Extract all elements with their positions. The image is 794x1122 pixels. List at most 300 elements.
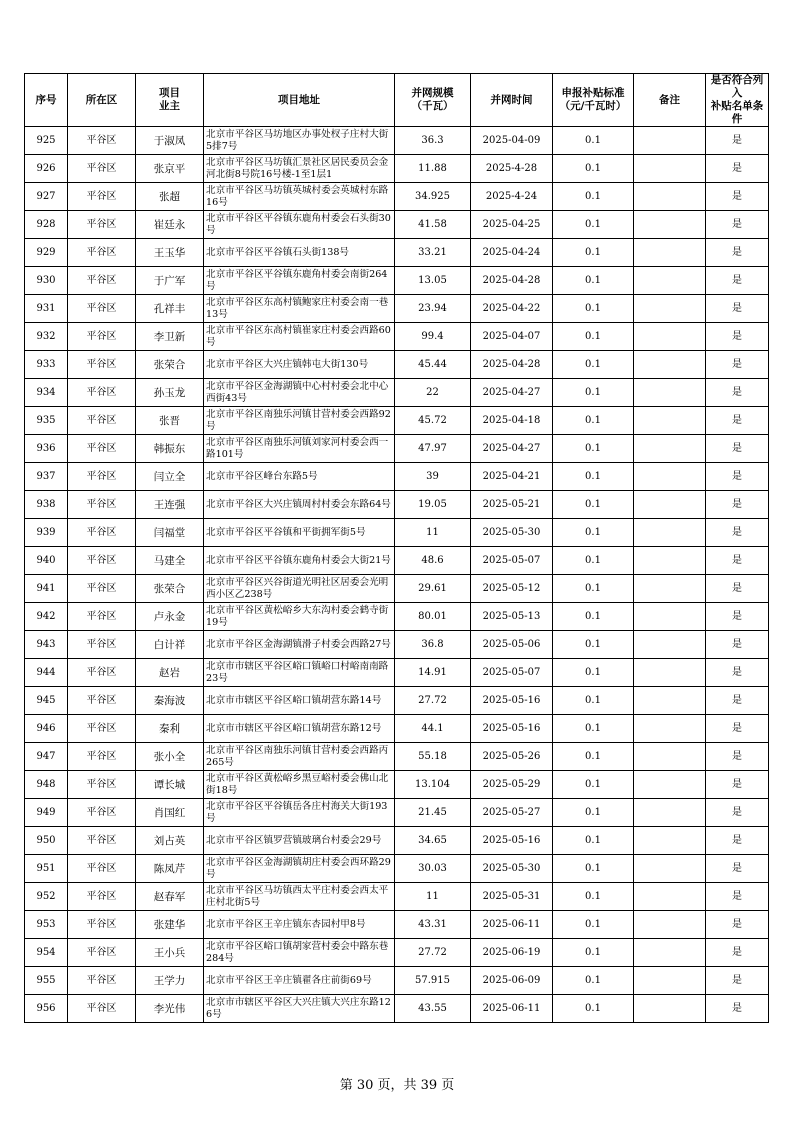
cell-remark (634, 827, 706, 855)
cell-seq: 945 (25, 687, 68, 715)
cell-capacity: 34.925 (395, 183, 471, 211)
cell-owner: 秦利 (136, 715, 204, 743)
cell-seq: 941 (25, 575, 68, 603)
table-row (25, 407, 769, 435)
cell-district: 平谷区 (68, 127, 136, 155)
table-row (25, 323, 769, 351)
table-row (25, 939, 769, 967)
cell-standard: 0.1 (553, 491, 634, 519)
cell-remark (634, 575, 706, 603)
cell-address: 北京市平谷区大兴庄镇韩屯大街130号 (204, 351, 395, 379)
cell-remark (634, 407, 706, 435)
cell-remark (634, 463, 706, 491)
cell-standard: 0.1 (553, 435, 634, 463)
table-row (25, 379, 769, 407)
cell-date: 2025-06-11 (471, 911, 553, 939)
cell-capacity: 13.05 (395, 267, 471, 295)
cell-owner: 张晋 (136, 407, 204, 435)
cell-address: 北京市平谷区马坊地区办事处杈子庄村大街5排7号 (204, 127, 395, 155)
cell-date: 2025-4-24 (471, 183, 553, 211)
cell-seq: 952 (25, 883, 68, 911)
cell-eligible: 是 (706, 127, 769, 155)
cell-eligible: 是 (706, 799, 769, 827)
cell-eligible: 是 (706, 575, 769, 603)
cell-address: 北京市平谷区王辛庄镇翟各庄前街69号 (204, 967, 395, 995)
cell-standard: 0.1 (553, 323, 634, 351)
header-date: 并网时间 (471, 74, 553, 127)
cell-standard: 0.1 (553, 183, 634, 211)
cell-seq: 943 (25, 631, 68, 659)
cell-date: 2025-05-16 (471, 687, 553, 715)
cell-eligible: 是 (706, 155, 769, 183)
cell-remark (634, 603, 706, 631)
cell-owner: 肖国红 (136, 799, 204, 827)
cell-date: 2025-05-31 (471, 883, 553, 911)
cell-seq: 951 (25, 855, 68, 883)
cell-owner: 孙玉龙 (136, 379, 204, 407)
cell-address: 北京市平谷区平谷镇东鹿角村委会石头街30号 (204, 211, 395, 239)
cell-remark (634, 323, 706, 351)
cell-seq: 926 (25, 155, 68, 183)
cell-eligible: 是 (706, 295, 769, 323)
cell-remark (634, 659, 706, 687)
cell-district: 平谷区 (68, 351, 136, 379)
cell-address: 北京市市辖区平谷区大兴庄镇大兴庄东路126号 (204, 995, 395, 1023)
table-row (25, 575, 769, 603)
cell-standard: 0.1 (553, 995, 634, 1023)
cell-district: 平谷区 (68, 267, 136, 295)
table-row (25, 155, 769, 183)
cell-owner: 赵岩 (136, 659, 204, 687)
cell-remark (634, 295, 706, 323)
cell-eligible: 是 (706, 211, 769, 239)
cell-owner: 李光伟 (136, 995, 204, 1023)
cell-capacity: 34.65 (395, 827, 471, 855)
cell-district: 平谷区 (68, 463, 136, 491)
cell-address: 北京市平谷区平谷镇石头街138号 (204, 239, 395, 267)
cell-remark (634, 519, 706, 547)
cell-capacity: 27.72 (395, 939, 471, 967)
cell-standard: 0.1 (553, 519, 634, 547)
cell-remark (634, 491, 706, 519)
cell-seq: 930 (25, 267, 68, 295)
cell-remark (634, 547, 706, 575)
cell-district: 平谷区 (68, 519, 136, 547)
cell-district: 平谷区 (68, 771, 136, 799)
cell-date: 2025-04-22 (471, 295, 553, 323)
cell-eligible: 是 (706, 267, 769, 295)
cell-district: 平谷区 (68, 547, 136, 575)
cell-eligible: 是 (706, 239, 769, 267)
cell-remark (634, 267, 706, 295)
cell-seq: 928 (25, 211, 68, 239)
cell-owner: 王玉华 (136, 239, 204, 267)
cell-owner: 张荣合 (136, 351, 204, 379)
cell-remark (634, 351, 706, 379)
cell-date: 2025-05-06 (471, 631, 553, 659)
cell-owner: 陈凤芹 (136, 855, 204, 883)
cell-capacity: 19.05 (395, 491, 471, 519)
header-capacity: 并网规模 （千瓦） (395, 74, 471, 127)
cell-seq: 950 (25, 827, 68, 855)
cell-seq: 956 (25, 995, 68, 1023)
table-row (25, 491, 769, 519)
cell-date: 2025-05-30 (471, 855, 553, 883)
cell-district: 平谷区 (68, 183, 136, 211)
cell-seq: 932 (25, 323, 68, 351)
cell-standard: 0.1 (553, 687, 634, 715)
cell-address: 北京市平谷区金海湖镇胡庄村委会西环路29号 (204, 855, 395, 883)
cell-eligible: 是 (706, 771, 769, 799)
cell-remark (634, 771, 706, 799)
table-row (25, 435, 769, 463)
cell-standard: 0.1 (553, 155, 634, 183)
cell-capacity: 33.21 (395, 239, 471, 267)
cell-owner: 王小兵 (136, 939, 204, 967)
table-row (25, 351, 769, 379)
cell-date: 2025-04-21 (471, 463, 553, 491)
table-row (25, 603, 769, 631)
cell-capacity: 43.55 (395, 995, 471, 1023)
cell-capacity: 57.915 (395, 967, 471, 995)
cell-remark (634, 799, 706, 827)
cell-owner: 张小全 (136, 743, 204, 771)
cell-standard: 0.1 (553, 127, 634, 155)
cell-address: 北京市平谷区镇罗营镇玻璃台村委会29号 (204, 827, 395, 855)
cell-eligible: 是 (706, 687, 769, 715)
table-row (25, 771, 769, 799)
cell-date: 2025-05-30 (471, 519, 553, 547)
cell-remark (634, 967, 706, 995)
cell-eligible: 是 (706, 827, 769, 855)
cell-capacity: 13.104 (395, 771, 471, 799)
cell-owner: 王连强 (136, 491, 204, 519)
cell-address: 北京市平谷区王辛庄镇东杏园村甲8号 (204, 911, 395, 939)
cell-eligible: 是 (706, 631, 769, 659)
cell-seq: 942 (25, 603, 68, 631)
cell-address: 北京市平谷区平谷镇和平街拥军街5号 (204, 519, 395, 547)
cell-district: 平谷区 (68, 967, 136, 995)
cell-eligible: 是 (706, 967, 769, 995)
cell-district: 平谷区 (68, 911, 136, 939)
table-row (25, 715, 769, 743)
header-row (25, 74, 769, 127)
table-row (25, 827, 769, 855)
cell-owner: 谭长城 (136, 771, 204, 799)
cell-capacity: 11 (395, 519, 471, 547)
cell-remark (634, 883, 706, 911)
cell-standard: 0.1 (553, 547, 634, 575)
cell-standard: 0.1 (553, 631, 634, 659)
cell-date: 2025-04-09 (471, 127, 553, 155)
cell-owner: 闫立全 (136, 463, 204, 491)
header-district: 所在区 (68, 74, 136, 127)
cell-seq: 933 (25, 351, 68, 379)
header-address: 项目地址 (204, 74, 395, 127)
cell-date: 2025-04-27 (471, 435, 553, 463)
cell-date: 2025-05-07 (471, 547, 553, 575)
cell-address: 北京市平谷区平谷镇东鹿角村委会南街264号 (204, 267, 395, 295)
table-row (25, 295, 769, 323)
cell-remark (634, 715, 706, 743)
table-row (25, 631, 769, 659)
cell-capacity: 47.97 (395, 435, 471, 463)
cell-standard: 0.1 (553, 603, 634, 631)
cell-owner: 白计祥 (136, 631, 204, 659)
table-row (25, 183, 769, 211)
cell-capacity: 21.45 (395, 799, 471, 827)
cell-owner: 崔廷永 (136, 211, 204, 239)
cell-owner: 闫福堂 (136, 519, 204, 547)
header-eligible: 是否符合列入 补贴名单条件 (706, 74, 769, 127)
cell-capacity: 14.91 (395, 659, 471, 687)
cell-capacity: 80.01 (395, 603, 471, 631)
cell-owner: 于广军 (136, 267, 204, 295)
table-row (25, 463, 769, 491)
cell-eligible: 是 (706, 659, 769, 687)
header-standard: 申报补贴标准 （元/千瓦时） (553, 74, 634, 127)
cell-address: 北京市平谷区南独乐河镇甘营村委会西路92号 (204, 407, 395, 435)
cell-owner: 赵春军 (136, 883, 204, 911)
cell-remark (634, 855, 706, 883)
cell-seq: 940 (25, 547, 68, 575)
cell-address: 北京市平谷区平谷镇岳各庄村海关大街193号 (204, 799, 395, 827)
cell-eligible: 是 (706, 603, 769, 631)
cell-date: 2025-06-09 (471, 967, 553, 995)
cell-date: 2025-04-24 (471, 239, 553, 267)
cell-eligible: 是 (706, 715, 769, 743)
cell-standard: 0.1 (553, 211, 634, 239)
cell-date: 2025-4-28 (471, 155, 553, 183)
cell-owner: 韩振东 (136, 435, 204, 463)
cell-date: 2025-04-18 (471, 407, 553, 435)
cell-address: 北京市平谷区峪口镇胡家营村委会中路东巷284号 (204, 939, 395, 967)
cell-remark (634, 939, 706, 967)
cell-district: 平谷区 (68, 155, 136, 183)
table-row (25, 743, 769, 771)
cell-eligible: 是 (706, 463, 769, 491)
cell-district: 平谷区 (68, 743, 136, 771)
cell-seq: 947 (25, 743, 68, 771)
table-row (25, 687, 769, 715)
cell-remark (634, 239, 706, 267)
cell-capacity: 48.6 (395, 547, 471, 575)
cell-date: 2025-05-12 (471, 575, 553, 603)
cell-capacity: 22 (395, 379, 471, 407)
cell-address: 北京市平谷区黄松峪乡大东沟村委会鹤寺街19号 (204, 603, 395, 631)
cell-standard: 0.1 (553, 715, 634, 743)
table-row (25, 911, 769, 939)
cell-date: 2025-05-26 (471, 743, 553, 771)
cell-district: 平谷区 (68, 659, 136, 687)
cell-capacity: 29.61 (395, 575, 471, 603)
cell-standard: 0.1 (553, 379, 634, 407)
cell-district: 平谷区 (68, 799, 136, 827)
cell-seq: 944 (25, 659, 68, 687)
cell-eligible: 是 (706, 183, 769, 211)
cell-capacity: 36.8 (395, 631, 471, 659)
cell-owner: 张建华 (136, 911, 204, 939)
cell-standard: 0.1 (553, 463, 634, 491)
cell-district: 平谷区 (68, 435, 136, 463)
cell-seq: 938 (25, 491, 68, 519)
cell-capacity: 39 (395, 463, 471, 491)
cell-eligible: 是 (706, 855, 769, 883)
cell-district: 平谷区 (68, 295, 136, 323)
cell-district: 平谷区 (68, 827, 136, 855)
cell-capacity: 45.44 (395, 351, 471, 379)
cell-seq: 955 (25, 967, 68, 995)
cell-seq: 949 (25, 799, 68, 827)
cell-date: 2025-04-28 (471, 351, 553, 379)
cell-remark (634, 127, 706, 155)
cell-seq: 927 (25, 183, 68, 211)
cell-capacity: 23.94 (395, 295, 471, 323)
cell-standard: 0.1 (553, 967, 634, 995)
cell-capacity: 11 (395, 883, 471, 911)
cell-address: 北京市平谷区峰台东路5号 (204, 463, 395, 491)
cell-district: 平谷区 (68, 883, 136, 911)
cell-address: 北京市平谷区马坊镇英城村委会英城村东路16号 (204, 183, 395, 211)
table-row (25, 547, 769, 575)
cell-remark (634, 687, 706, 715)
cell-address: 北京市平谷区黄松峪乡黑豆峪村委会佛山北街18号 (204, 771, 395, 799)
cell-remark (634, 743, 706, 771)
cell-address: 北京市平谷区金海湖镇滑子村委会西路27号 (204, 631, 395, 659)
subsidy-list-table (24, 73, 769, 1023)
cell-address: 北京市平谷区兴谷街道光明社区居委会光明西小区乙238号 (204, 575, 395, 603)
cell-standard: 0.1 (553, 743, 634, 771)
cell-remark (634, 183, 706, 211)
cell-standard: 0.1 (553, 295, 634, 323)
table-row (25, 267, 769, 295)
cell-remark (634, 631, 706, 659)
cell-date: 2025-06-19 (471, 939, 553, 967)
cell-eligible: 是 (706, 519, 769, 547)
cell-seq: 948 (25, 771, 68, 799)
cell-remark (634, 995, 706, 1023)
cell-date: 2025-05-16 (471, 827, 553, 855)
cell-seq: 931 (25, 295, 68, 323)
table-row (25, 659, 769, 687)
table-row (25, 211, 769, 239)
table-row (25, 883, 769, 911)
cell-address: 北京市平谷区马坊镇西太平庄村委会西太平庄村北街5号 (204, 883, 395, 911)
cell-district: 平谷区 (68, 939, 136, 967)
cell-district: 平谷区 (68, 491, 136, 519)
cell-eligible: 是 (706, 491, 769, 519)
cell-remark (634, 211, 706, 239)
cell-owner: 张京平 (136, 155, 204, 183)
cell-seq: 925 (25, 127, 68, 155)
cell-owner: 于淑凤 (136, 127, 204, 155)
cell-district: 平谷区 (68, 379, 136, 407)
cell-district: 平谷区 (68, 407, 136, 435)
cell-standard: 0.1 (553, 239, 634, 267)
cell-date: 2025-04-27 (471, 379, 553, 407)
cell-owner: 卢永金 (136, 603, 204, 631)
cell-date: 2025-05-13 (471, 603, 553, 631)
cell-date: 2025-04-07 (471, 323, 553, 351)
cell-standard: 0.1 (553, 827, 634, 855)
cell-owner: 张荣合 (136, 575, 204, 603)
cell-date: 2025-06-11 (471, 995, 553, 1023)
cell-seq: 936 (25, 435, 68, 463)
cell-remark (634, 379, 706, 407)
cell-address: 北京市平谷区南独乐河镇刘家河村委会西一路101号 (204, 435, 395, 463)
cell-eligible: 是 (706, 995, 769, 1023)
cell-address: 北京市平谷区南独乐河镇甘营村委会西路丙265号 (204, 743, 395, 771)
cell-standard: 0.1 (553, 659, 634, 687)
cell-eligible: 是 (706, 323, 769, 351)
cell-seq: 939 (25, 519, 68, 547)
cell-capacity: 44.1 (395, 715, 471, 743)
cell-date: 2025-05-21 (471, 491, 553, 519)
header-remark: 备注 (634, 74, 706, 127)
cell-date: 2025-04-25 (471, 211, 553, 239)
cell-capacity: 99.4 (395, 323, 471, 351)
cell-standard: 0.1 (553, 939, 634, 967)
cell-capacity: 41.58 (395, 211, 471, 239)
cell-address: 北京市平谷区东高村镇鲍家庄村委会南一巷13号 (204, 295, 395, 323)
cell-seq: 953 (25, 911, 68, 939)
cell-address: 北京市平谷区东高村镇崔家庄村委会西路60号 (204, 323, 395, 351)
cell-seq: 937 (25, 463, 68, 491)
cell-eligible: 是 (706, 743, 769, 771)
table-row (25, 995, 769, 1023)
cell-capacity: 30.03 (395, 855, 471, 883)
cell-remark (634, 911, 706, 939)
cell-seq: 935 (25, 407, 68, 435)
cell-seq: 934 (25, 379, 68, 407)
cell-remark (634, 155, 706, 183)
cell-seq: 929 (25, 239, 68, 267)
cell-eligible: 是 (706, 911, 769, 939)
cell-address: 北京市市辖区平谷区峪口镇胡营东路14号 (204, 687, 395, 715)
header-owner: 项目 业主 (136, 74, 204, 127)
cell-address: 北京市平谷区平谷镇东鹿角村委会大街21号 (204, 547, 395, 575)
cell-district: 平谷区 (68, 855, 136, 883)
cell-owner: 张超 (136, 183, 204, 211)
cell-standard: 0.1 (553, 911, 634, 939)
cell-eligible: 是 (706, 351, 769, 379)
cell-capacity: 36.3 (395, 127, 471, 155)
cell-owner: 王学力 (136, 967, 204, 995)
cell-standard: 0.1 (553, 351, 634, 379)
cell-date: 2025-05-27 (471, 799, 553, 827)
cell-standard: 0.1 (553, 575, 634, 603)
cell-standard: 0.1 (553, 407, 634, 435)
header-seq: 序号 (25, 74, 68, 127)
cell-district: 平谷区 (68, 603, 136, 631)
cell-standard: 0.1 (553, 883, 634, 911)
cell-standard: 0.1 (553, 855, 634, 883)
table-row (25, 239, 769, 267)
cell-capacity: 27.72 (395, 687, 471, 715)
table-row (25, 519, 769, 547)
table-row (25, 799, 769, 827)
cell-seq: 954 (25, 939, 68, 967)
cell-eligible: 是 (706, 435, 769, 463)
cell-seq: 946 (25, 715, 68, 743)
cell-district: 平谷区 (68, 575, 136, 603)
cell-owner: 孔祥丰 (136, 295, 204, 323)
cell-remark (634, 435, 706, 463)
cell-address: 北京市平谷区大兴庄镇周村村委会东路64号 (204, 491, 395, 519)
cell-standard: 0.1 (553, 771, 634, 799)
cell-capacity: 55.18 (395, 743, 471, 771)
cell-address: 北京市市辖区平谷区峪口镇胡营东路12号 (204, 715, 395, 743)
